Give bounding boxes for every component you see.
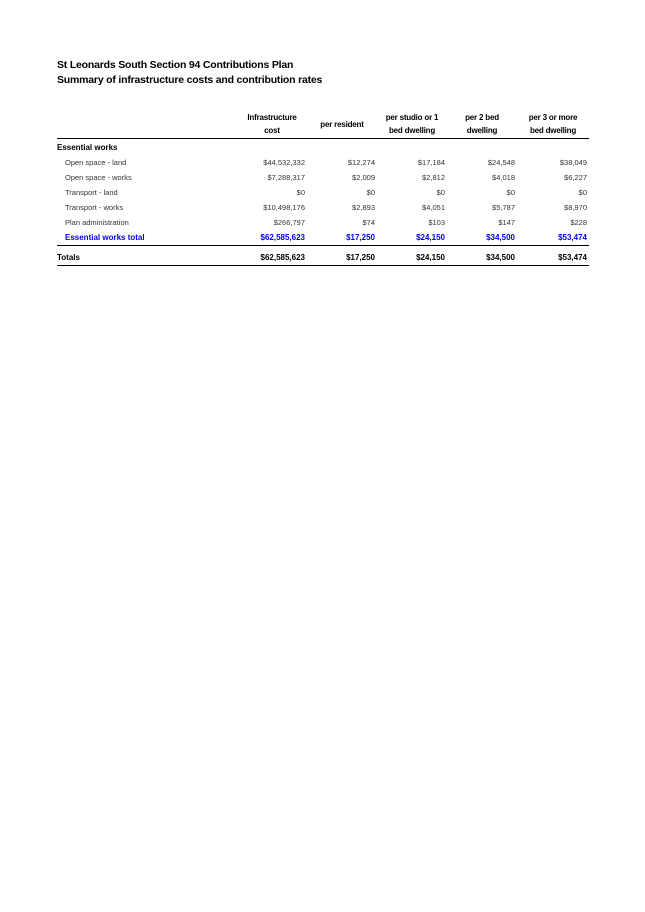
- cell-per-2bed: $24,548: [487, 158, 515, 167]
- table-row: [57, 185, 589, 200]
- table-row: [57, 170, 589, 185]
- document-subtitle: Summary of infrastructure costs and contribution rates: [57, 74, 323, 86]
- subtotal-infrastructure-cost: $62,585,623: [237, 230, 307, 246]
- cell-per-resident: $0: [366, 188, 375, 197]
- cell-per-3bed: $38,049: [559, 158, 587, 167]
- header-per-studio-1bed: per studio or 1 bed dwelling: [377, 110, 447, 139]
- header-infrastructure-cost: Infrastructure cost: [237, 110, 307, 139]
- cell-per-resident: $74: [362, 218, 375, 227]
- document-title: St Leonards South Section 94 Contributions Plan: [57, 59, 294, 71]
- table-header-row: [57, 110, 589, 139]
- cell-per-2bed: $4,018: [492, 173, 515, 182]
- totals-per-3bed: $53,474: [517, 250, 589, 266]
- document-page: [57, 58, 589, 262]
- cell-per-3bed: $6,227: [564, 173, 587, 182]
- cell-per-studio-1bed: $4,051: [422, 203, 445, 212]
- totals-per-resident: $17,250: [307, 250, 377, 266]
- totals-per-studio-1bed: $24,150: [377, 250, 447, 266]
- cell-per-3bed: $228: [570, 218, 587, 227]
- cell-per-3bed: $0: [578, 188, 587, 197]
- cell-per-2bed: $147: [498, 218, 515, 227]
- subtotal-per-studio-1bed: $24,150: [377, 230, 447, 246]
- cell-infrastructure-cost: $7,288,317: [267, 173, 305, 182]
- subtotal-per-3bed: $53,474: [517, 230, 589, 246]
- section-label: Essential works: [57, 142, 118, 152]
- header-per-3bed: per 3 or more bed dwelling: [517, 110, 589, 139]
- cell-per-3bed: $8,970: [564, 203, 587, 212]
- row-label: Open space - land: [65, 158, 127, 167]
- header-per-resident: per resident: [307, 110, 377, 139]
- subtotal-label: Essential works total: [57, 230, 237, 246]
- row-label: Open space - works: [65, 173, 132, 182]
- totals-per-2bed: $34,500: [447, 250, 517, 266]
- cell-per-studio-1bed: $2,812: [422, 173, 445, 182]
- totals-infrastructure-cost: $62,585,623: [237, 250, 307, 266]
- cell-infrastructure-cost: $266,797: [273, 218, 305, 227]
- totals-row: [57, 250, 589, 266]
- row-label: Transport - land: [65, 188, 118, 197]
- cell-per-resident: $2,893: [352, 203, 375, 212]
- contributions-summary-table: [57, 110, 589, 266]
- cell-infrastructure-cost: $44,532,332: [263, 158, 305, 167]
- subtotal-row: [57, 230, 589, 246]
- table-row: [57, 200, 589, 215]
- totals-label: Totals: [57, 250, 237, 266]
- subtotal-per-resident: $17,250: [307, 230, 377, 246]
- cell-per-studio-1bed: $17,184: [417, 158, 445, 167]
- subtotal-per-2bed: $34,500: [447, 230, 517, 246]
- cell-per-2bed: $0: [506, 188, 515, 197]
- table-row: [57, 215, 589, 230]
- cell-infrastructure-cost: $10,498,176: [263, 203, 305, 212]
- table-row: [57, 155, 589, 170]
- cell-per-studio-1bed: $103: [428, 218, 445, 227]
- cell-infrastructure-cost: $0: [296, 188, 305, 197]
- row-label: Plan administration: [65, 218, 129, 227]
- row-label: Transport - works: [65, 203, 124, 212]
- header-per-2bed: per 2 bed dwelling: [447, 110, 517, 139]
- header-blank-cell: [57, 110, 237, 139]
- cell-per-resident: $12,274: [347, 158, 375, 167]
- section-header-row: [57, 139, 589, 156]
- cell-per-resident: $2,009: [352, 173, 375, 182]
- cell-per-studio-1bed: $0: [436, 188, 445, 197]
- cell-per-2bed: $5,787: [492, 203, 515, 212]
